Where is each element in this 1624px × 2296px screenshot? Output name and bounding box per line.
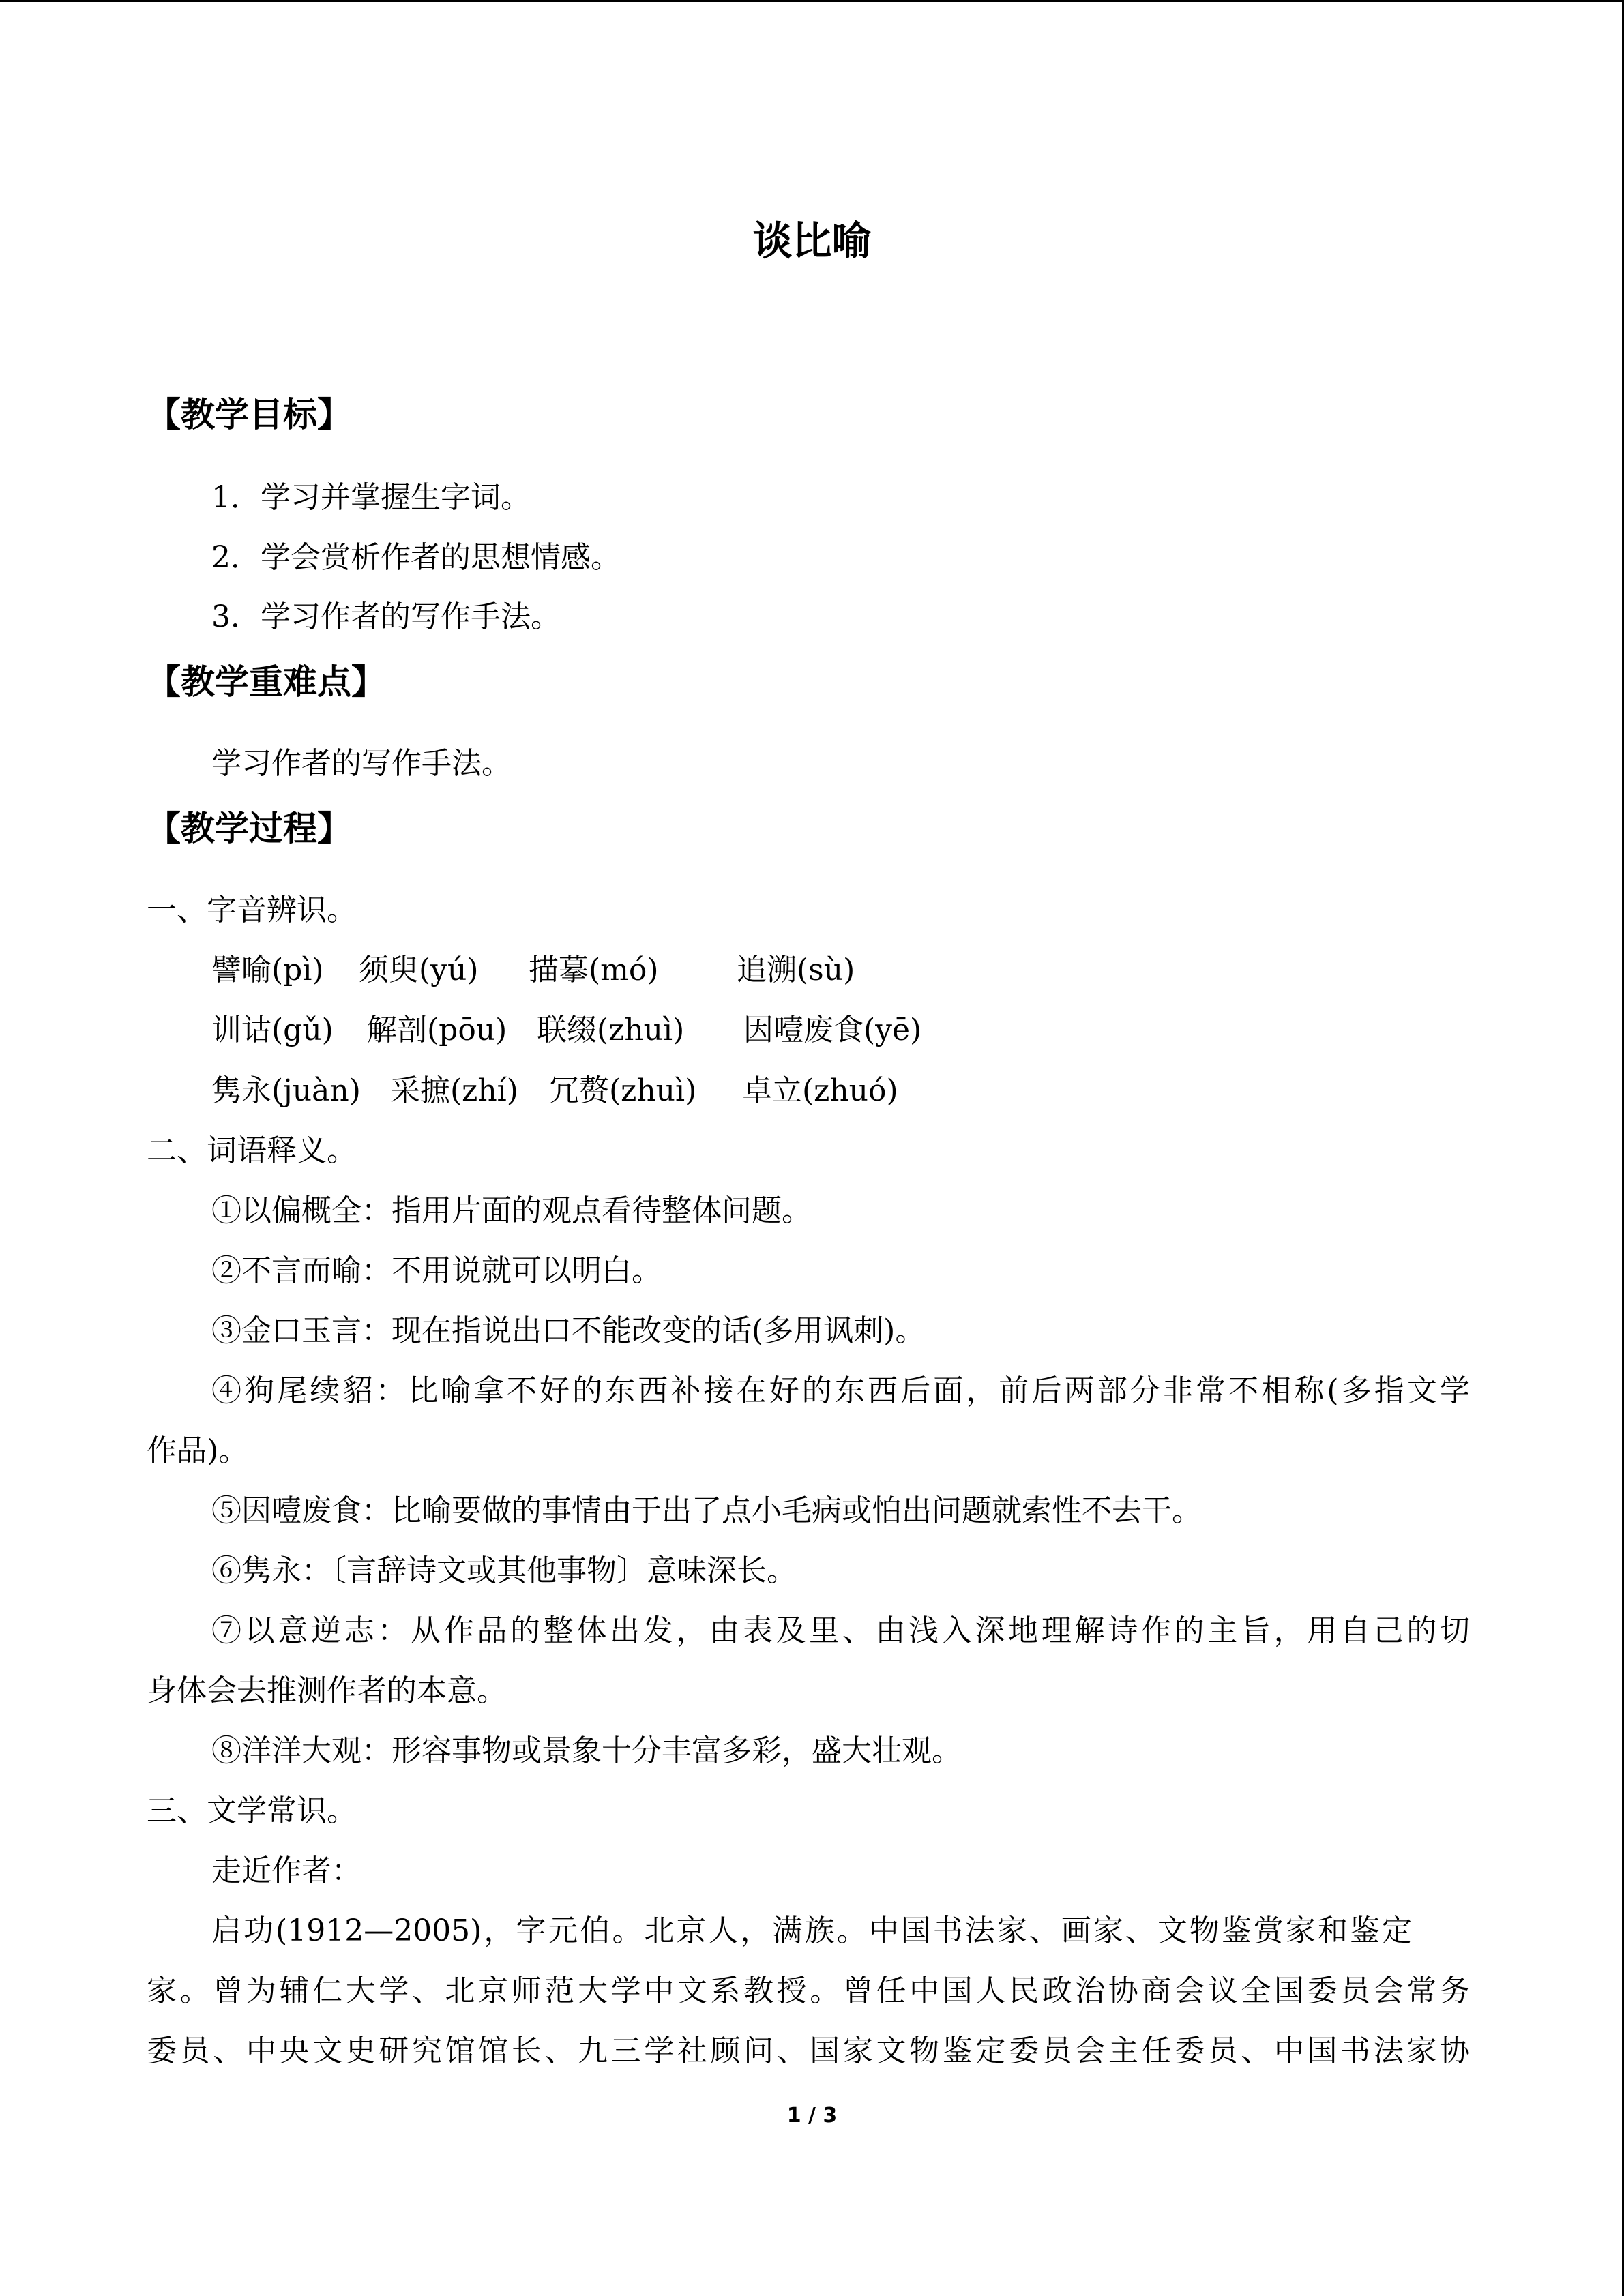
key-points-text: 学习作者的写作手法。 xyxy=(211,746,512,781)
pinyin-word: 譬喻(pì) xyxy=(211,953,324,987)
author-paragraph-line: 家。曾为辅仁大学、北京师范大学中文系教授。曾任中国人民政治协商会议全国委员会常务 xyxy=(147,1973,1470,2008)
definition-item: ⑥隽永：〔言辞诗文或其他事物〕意味深长。 xyxy=(211,1553,797,1588)
heading-key-points: 【教学重难点】 xyxy=(147,662,385,702)
pinyin-word: 解剖(pōu) xyxy=(367,1013,507,1047)
section-heading-pronunciation: 一、字音辨识。 xyxy=(147,893,357,927)
definition-item: ④狗尾续貂：比喻拿不好的东西补接在好的东西后面，前后两部分非常不相称(多指文学 xyxy=(211,1373,1470,1408)
definition-item: ⑦以意逆志：从作品的整体出发，由表及里、由浅入深地理解诗作的主旨，用自己的切 xyxy=(211,1613,1470,1648)
pinyin-row xyxy=(211,1007,1030,1054)
document-title: 谈比喻 xyxy=(752,218,872,264)
section-heading-literature: 三、文学常识。 xyxy=(147,1793,357,1828)
pinyin-word: 卓立(zhuó) xyxy=(742,1073,898,1108)
objective-item: 2．学会赏析作者的思想情感。 xyxy=(211,540,621,575)
heading-process: 【教学过程】 xyxy=(147,809,351,848)
definition-item: ③金口玉言：现在指说出口不能改变的话(多用讽刺)。 xyxy=(211,1313,926,1348)
pinyin-word: 须臾(yú) xyxy=(359,953,479,987)
pinyin-word: 追溯(sù) xyxy=(737,953,855,987)
definition-item: ②不言而喻：不用说就可以明白。 xyxy=(211,1253,662,1288)
pinyin-word: 采摭(zhí) xyxy=(390,1073,518,1108)
pinyin-row xyxy=(211,946,1030,994)
pinyin-word: 描摹(mó) xyxy=(529,953,659,987)
author-paragraph-line: 启功(1912—2005)，字元伯。北京人，满族。中国书法家、画家、文物鉴赏家和鉴定 xyxy=(211,1913,1412,1948)
definition-item: ⑧洋洋大观：形容事物或景象十分丰富多彩，盛大壮观。 xyxy=(211,1733,962,1768)
definition-item-continuation: 作品)。 xyxy=(147,1433,249,1468)
objective-item: 1．学习并掌握生字词。 xyxy=(211,480,531,515)
section-heading-definitions: 二、词语释义。 xyxy=(147,1133,357,1168)
page-number: 1 / 3 xyxy=(786,2104,838,2128)
objective-item: 3．学习作者的写作手法。 xyxy=(211,599,561,634)
author-paragraph-line: 委员、中央文史研究馆馆长、九三学社顾问、国家文物鉴定委员会主任委员、中国书法家协 xyxy=(147,2033,1470,2068)
definition-item: ⑤因噎废食：比喻要做的事情由于出了点小毛病或怕出问题就索性不去干。 xyxy=(211,1493,1202,1528)
author-subheading: 走近作者： xyxy=(211,1853,361,1888)
definition-item-continuation: 身体会去推测作者的本意。 xyxy=(147,1673,507,1708)
pinyin-word: 联缀(zhuì) xyxy=(537,1013,685,1047)
heading-objectives: 【教学目标】 xyxy=(147,395,351,434)
pinyin-word: 训诂(gǔ) xyxy=(211,1013,334,1047)
pinyin-row xyxy=(211,1067,1030,1115)
pinyin-word: 隽永(juàn) xyxy=(211,1073,361,1108)
pinyin-word: 因噎废食(yē) xyxy=(743,1013,922,1047)
pinyin-word: 冗赘(zhuì) xyxy=(549,1073,697,1108)
definition-item: ①以偏概全：指用片面的观点看待整体问题。 xyxy=(211,1193,812,1228)
